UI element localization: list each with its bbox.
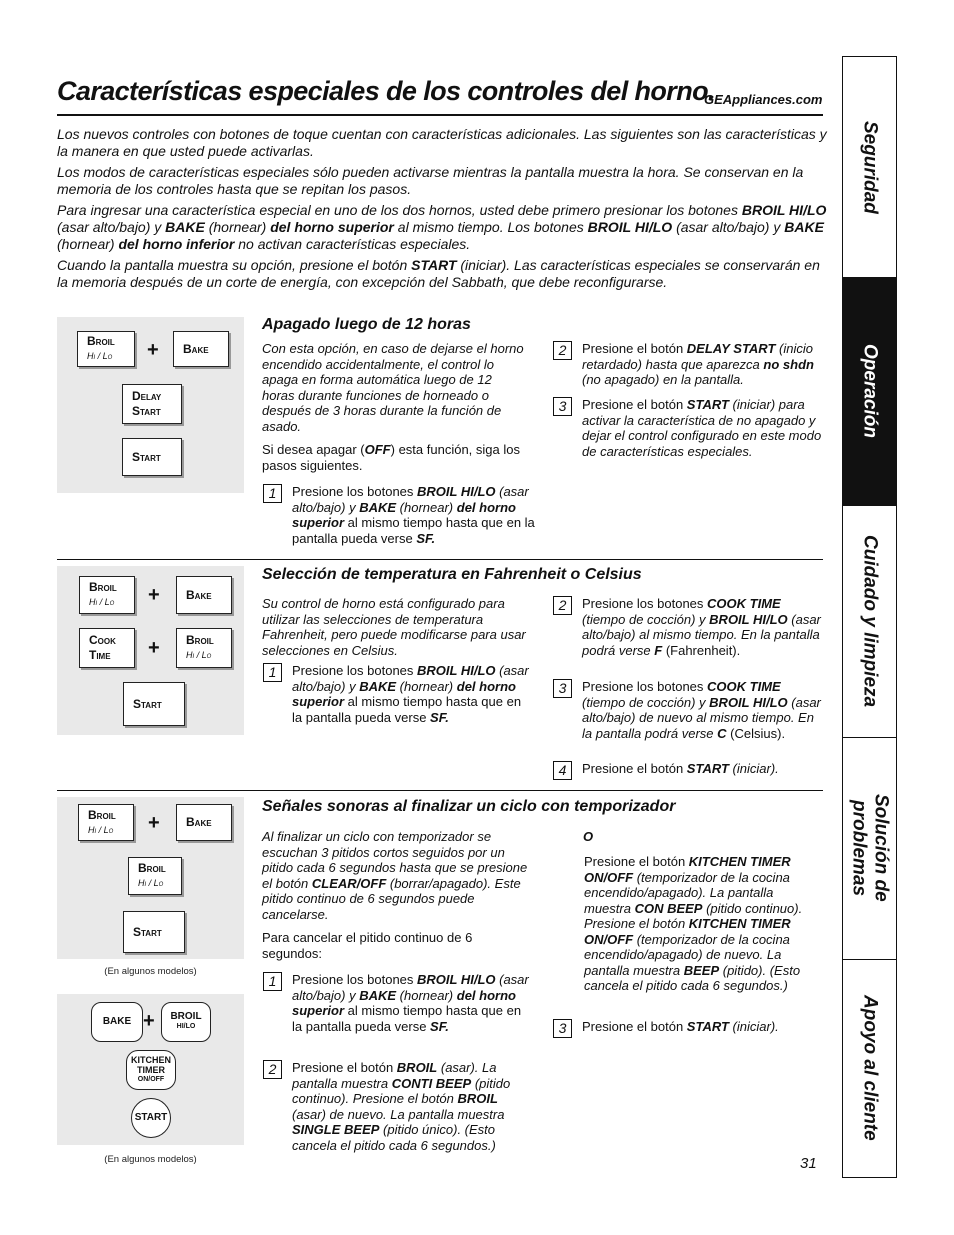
- intro-p1: Los nuevos controles con botones de toque cuentan con características adicionales. Las siguientes son las características y la manera en que usted puede activarlas.: [57, 126, 827, 159]
- section1-keypad-panel: [57, 317, 244, 493]
- section3-alternative: Presione el botón KITCHEN TIMER ON/OFF (temporizador de la cocina encendido/apagado). La pantalla muestra CON BEEP (pitido continuo). Presione el botón KITCHEN TIMER ON/OFF (temporizador de la cocina encendido/apagado) de nuevo. La pantalla muestra BEEP (pitido). (Esto cancela el pitido cada 6 segundos.): [584, 854, 803, 993]
- step-number: 4: [553, 761, 572, 780]
- bake-key: Bake: [176, 804, 232, 841]
- section3-round-keypad-panel: [57, 994, 244, 1145]
- start-key: Start: [122, 438, 182, 476]
- model-note: (En algunos modelos): [104, 1154, 197, 1165]
- step-number: 1: [263, 972, 282, 991]
- section3-title: Señales sonoras al finalizar un ciclo con temporizador: [262, 798, 676, 815]
- start-round-key: START: [131, 1098, 171, 1138]
- page-number: 31: [800, 1155, 817, 1172]
- page-title: Características especiales de los controles del horno.: [57, 76, 715, 106]
- plus-sign: +: [143, 1010, 155, 1032]
- bake-round-key: BAKE: [91, 1002, 143, 1042]
- section2-description: Su control de horno está configurado para utilizar las selecciones de temperatura Fahrenheit, pero puede modificarse para usar selecciones en Celsius.: [262, 596, 526, 658]
- website-link[interactable]: GEAppliances.com: [704, 92, 823, 107]
- intro-p4: Cuando la pantalla muestra su opción, presione el botón START (iniciar). Las características especiales se conservarán en la memoria después de un corte de energía, con excepción del Sabbath, que debe reconfigurarse.: [57, 257, 820, 290]
- step-number: 2: [553, 341, 572, 360]
- step-number: 3: [553, 679, 572, 698]
- broil-hilo-key: Broil Hi / Lo: [78, 804, 134, 841]
- section3-keypad-panel: [57, 797, 244, 959]
- broil-hilo-key: Broil Hi / Lo: [79, 576, 135, 614]
- section-divider: [57, 790, 823, 791]
- delay-start-key: Delay Start: [122, 384, 182, 424]
- section1-step1: 1 Presione los botones BROIL HI/LO (asar alto/bajo) y BAKE (hornear) del horno superior al mismo tiempo hasta que en la pantalla pueda verse SF.: [263, 484, 538, 546]
- section2-step1: 1 Presione los botones BROIL HI/LO (asar alto/bajo) y BAKE (hornear) del horno superior al mismo tiempo hasta que en la pantalla pueda verse SF.: [263, 663, 533, 725]
- section2-step4: 4 Presione el botón START (iniciar).: [553, 761, 823, 780]
- model-note: (En algunos modelos): [104, 966, 197, 977]
- step-number: 1: [263, 484, 282, 503]
- cook-time-key: Cook Time: [79, 628, 135, 668]
- section-tabs: [842, 56, 897, 1178]
- step-number: 3: [553, 1019, 572, 1038]
- section1-step3: 3 Presione el botón START (iniciar) para activar la característica de no apagado y dejar el control configurado en este modo de características especiales.: [553, 397, 823, 459]
- plus-sign: +: [148, 584, 160, 606]
- section2-keypad-panel: [57, 566, 244, 735]
- kitchen-timer-key: KITCHEN TIMER ON/OFF: [126, 1050, 176, 1090]
- or-label: O: [583, 829, 594, 844]
- section1-title: Apagado luego de 12 horas: [262, 316, 471, 333]
- section2-title: Selección de temperatura en Fahrenheit o Celsius: [262, 566, 642, 583]
- step-number: 2: [263, 1060, 282, 1079]
- section3-step1: 1 Presione los botones BROIL HI/LO (asar alto/bajo) y BAKE (hornear) del horno superior al mismo tiempo hasta que en la pantalla pueda verse SF.: [263, 972, 533, 1034]
- tab-seguridad[interactable]: Seguridad: [859, 120, 881, 214]
- tab-apoyo-cliente[interactable]: Apoyo al cliente: [859, 995, 881, 1141]
- tab-cuidado-limpieza[interactable]: Cuidado y limpieza: [859, 534, 881, 708]
- cancel-instruction: Para cancelar el pitido continuo de 6 segundos:: [262, 930, 473, 961]
- start-key: Start: [123, 682, 185, 726]
- start-key: Start: [123, 911, 185, 953]
- section1-step2: 2 Presione el botón DELAY START (inicio retardado) hasta que aparezca no shdn (no apagado) en la pantalla.: [553, 341, 823, 388]
- intro-p2: Los modos de características especiales sólo pueden activarse mientras la pantalla muestra la hora. Se conservan en la memoria de los controles hasta que se repitan los pasos.: [57, 164, 804, 197]
- plus-sign: +: [147, 339, 159, 361]
- step-number: 2: [553, 596, 572, 615]
- broil-hilo-key: Broil Hi / Lo: [128, 857, 182, 895]
- broil-hilo-key: Broil Hi / Lo: [176, 628, 232, 668]
- bake-key: Bake: [176, 576, 232, 614]
- section-divider: [57, 559, 823, 560]
- section2-step2: 2 Presione los botones COOK TIME (tiempo de cocción) y BROIL HI/LO (asar alto/bajo) al mismo tiempo. En la pantalla podrá verse F (Fahrenheit).: [553, 596, 823, 658]
- section3-step3: 3 Presione el botón START (iniciar).: [553, 1019, 823, 1038]
- section3-description: Al finalizar un ciclo con temporizador se escuchan 3 pitidos cortos seguidos por un pitido cada 6 segundos hasta que se presione el botón CLEAR/OFF (borrar/apagado). Este pitido continuo de 6 segundos puede cancelarse. Para cancelar el pitido continuo de 6 segundos:: [262, 829, 532, 969]
- plus-sign: +: [148, 812, 160, 834]
- step-number: 3: [553, 397, 572, 416]
- tab-solucion-problemas[interactable]: Solución de problemas: [848, 794, 892, 902]
- step-number: 1: [263, 663, 282, 682]
- intro-p3: Para ingresar una característica especial en uno de los dos hornos, usted debe primero presionar los botones BROIL HI/LO (asar alto/bajo) y BAKE (hornear) del horno superior al mismo tiempo. Los botones BROIL HI/LO (asar alto/bajo) y BAKE (hornear) del horno inferior no activan características especiales.: [57, 202, 827, 252]
- bake-key: Bake: [173, 331, 229, 367]
- broil-round-key: BROIL HI/LO: [161, 1002, 211, 1042]
- plus-sign: +: [148, 637, 160, 659]
- intro-text: [57, 126, 827, 295]
- tab-operacion[interactable]: Operación: [843, 277, 896, 505]
- section3-step2: 2 Presione el botón BROIL (asar). La pantalla muestra CONTI BEEP (pitido continuo). Presione el botón BROIL (asar) de nuevo. La pantalla muestra SINGLE BEEP (pitido único). (Esto cancela el pitido cada 6 segundos.): [263, 1060, 533, 1153]
- broil-hilo-key: Broil Hi / Lo: [77, 331, 135, 367]
- section2-step3: 3 Presione los botones COOK TIME (tiempo de cocción) y BROIL HI/LO (asar alto/bajo) de nuevo al mismo tiempo. En la pantalla podrá verse C (Celsius).: [553, 679, 823, 741]
- section1-description: Con esta opción, en caso de dejarse el horno encendido accidentalmente, el control lo apaga en forma automática luego de 12 horas durante funciones de horneado o después de 3 horas durante la función de asado. Si desea apagar (OFF) esta función, siga los pasos siguientes.: [262, 341, 524, 473]
- header-rule: [57, 114, 823, 116]
